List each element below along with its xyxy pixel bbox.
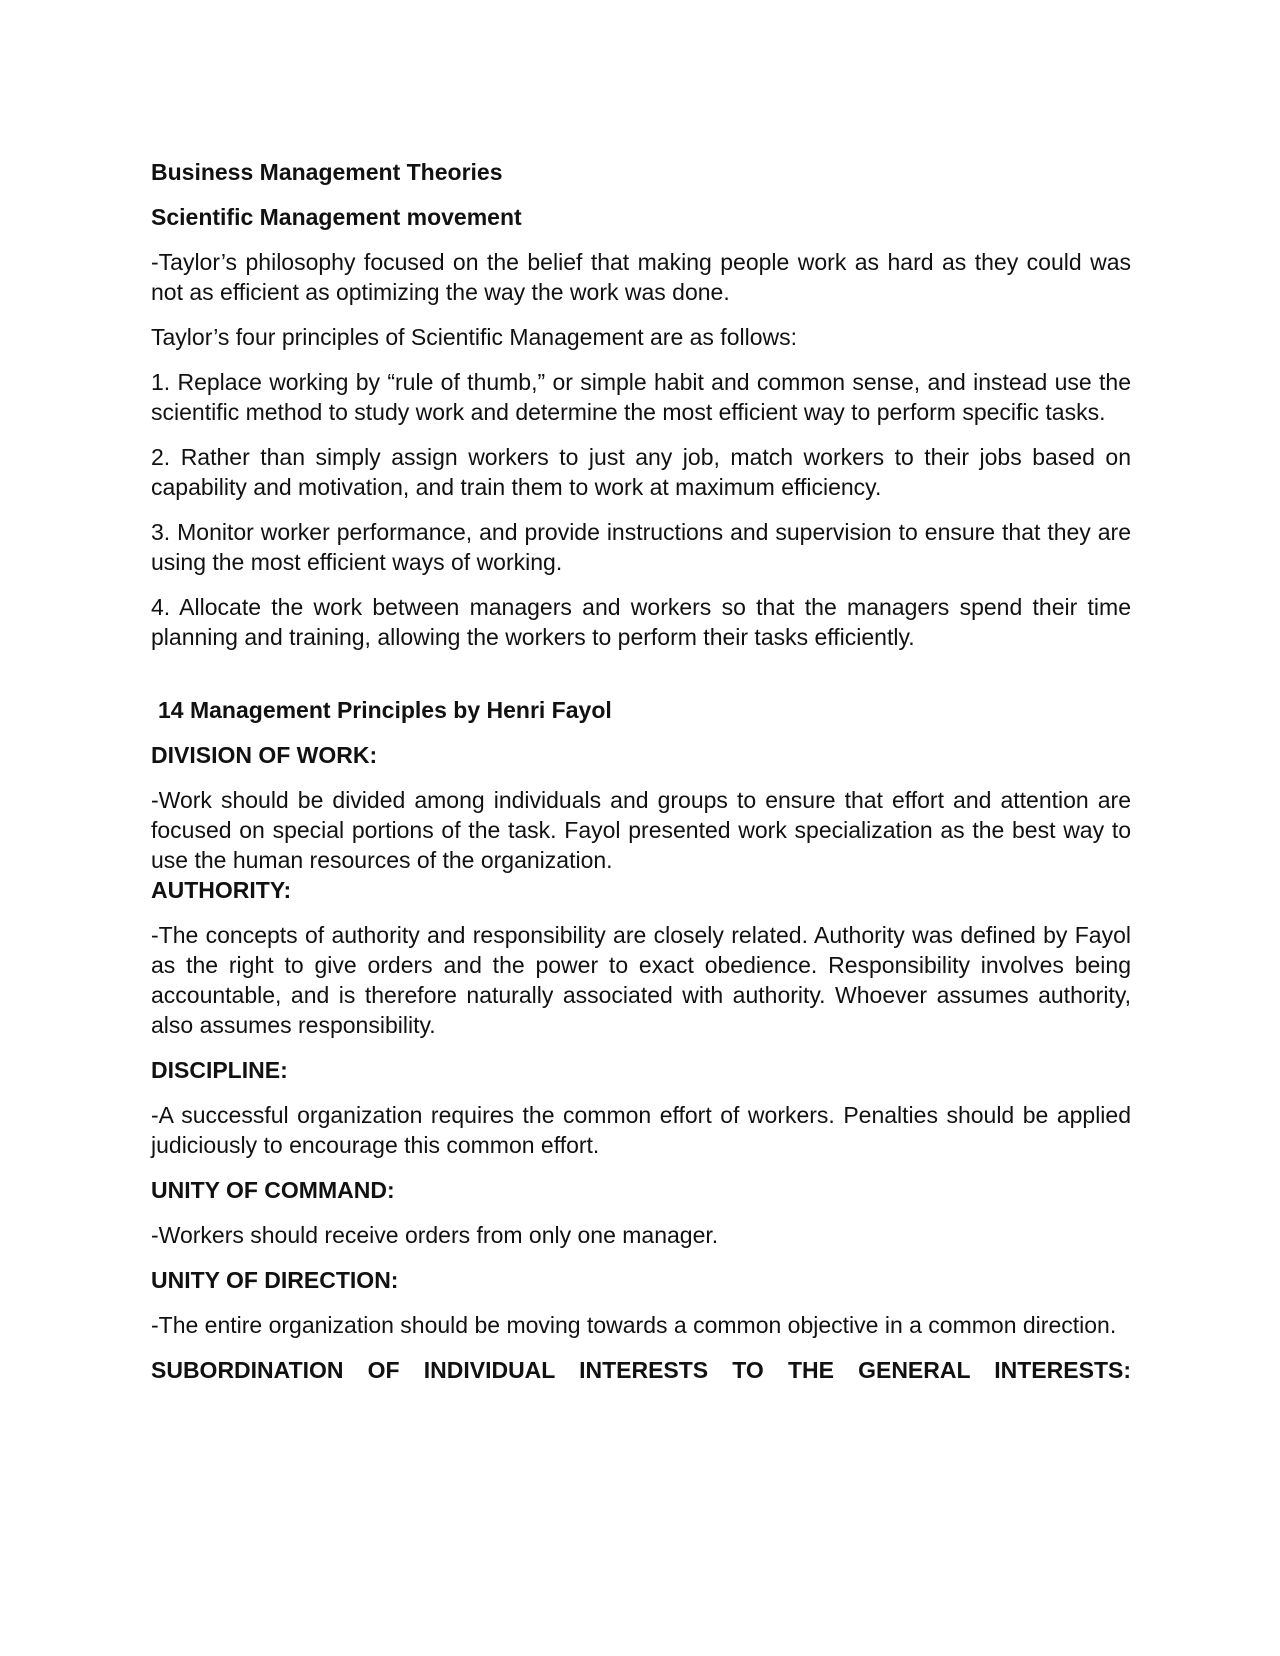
paragraph-authority: -The concepts of authority and responsibility are closely related. Authority was defined by Fayol as the right to give orders and the power to exact obedience. Responsibility involves being accountable, and is therefore naturally associated with authority. Whoever assumes authority, also assumes responsibility. [151,922,1131,1038]
heading-subordination-of-interests: SUBORDINATION OF INDIVIDUAL INTERESTS TO THE GENERAL INTERESTS: [151,1357,1131,1383]
heading-unity-of-direction: UNITY OF DIRECTION: [151,1267,399,1293]
paragraph-unity-of-direction: -The entire organization should be moving towards a common objective in a common direction. [151,1312,1117,1338]
document-title: Business Management Theories [151,159,503,185]
heading-unity-of-command: UNITY OF COMMAND: [151,1177,395,1203]
principle-item-4: 4. Allocate the work between managers and workers so that the managers spend their time planning and training, allowing the workers to perform their tasks efficiently. [151,594,1131,650]
paragraph-unity-of-command: -Workers should receive orders from only one manager. [151,1222,719,1248]
principle-item-1: 1. Replace working by “rule of thumb,” or simple habit and common sense, and instead use the scientific method to study work and determine the most efficient way to perform specific tasks. [151,369,1131,425]
section-heading-scientific-management: Scientific Management movement [151,204,522,230]
heading-discipline: DISCIPLINE: [151,1057,288,1083]
heading-division-of-work: DIVISION OF WORK: [151,742,378,768]
paragraph-taylor-principles-lead: Taylor’s four principles of Scientific Management are as follows: [151,324,797,350]
principle-item-3: 3. Monitor worker performance, and provide instructions and supervision to ensure that they are using the most efficient ways of working. [151,519,1131,575]
principle-item-2: 2. Rather than simply assign workers to just any job, match workers to their jobs based on capability and motivation, and train them to work at maximum efficiency. [151,444,1131,500]
paragraph-division-of-work-text: -Work should be divided among individuals and groups to ensure that effort and attention are focused on special portions of the task. Fayol presented work specialization as the best way to use the human resources of the organization. [151,787,1131,873]
heading-authority: AUTHORITY: [151,877,292,903]
section-heading-fayol-principles: 14 Management Principles by Henri Fayol [158,697,612,723]
paragraph-division-of-work [151,785,1131,905]
paragraph-discipline: -A successful organization requires the common effort of workers. Penalties should be applied judiciously to encourage this common effort. [151,1102,1131,1158]
document-page [151,157,1131,1400]
paragraph-taylor-philosophy: -Taylor’s philosophy focused on the belief that making people work as hard as they could was not as efficient as optimizing the way the work was done. [151,249,1131,305]
